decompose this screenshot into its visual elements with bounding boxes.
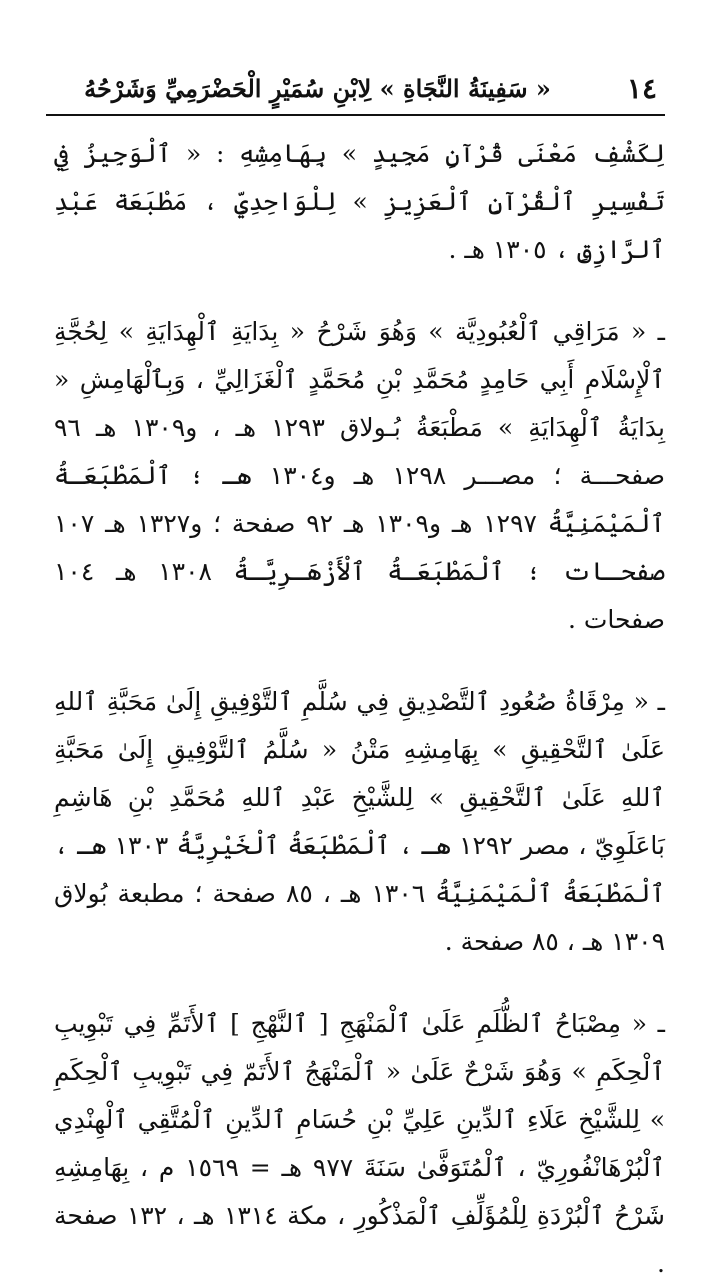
- page-number: ١٤: [626, 72, 657, 105]
- header-rule: [46, 114, 665, 116]
- page-content: [54, 130, 666, 1278]
- running-title: « سَفِينَةُ النَّجَاةِ » لِابْنِ سُمَيْرٍ الْحَضْرَمِيِّ وَشَرْحُهُ: [84, 74, 551, 103]
- paragraph-continuation: لِكَشْفِ مَعْنَى قُرْآنٍ مَجِيدٍ » بِهَامِشِهِ : « ٱلْوَجِيزُ فِي تَفْسِيرِ ٱلْقُرْآنِ ٱلْعَزِيزِ » لِلْوَاحِدِيِّ ، مَطْبَعَة عَبْدِ ٱلرَّازِقِ ، ١٣٠٥ هـ .: [54, 139, 665, 264]
- page-header: [46, 66, 665, 116]
- paragraph-maraqi-al-ubudiyya: ـ « مَرَاقِي ٱلْعُبُودِيَّة » وَهُوَ شَرْحُ « بِدَايَةِ ٱلْهِدَايَةِ » لِحُجَّةِ ٱلْإِسْلَامِ أَبِي حَامِدٍ مُحَمَّدِ بْنِ مُحَمَّدٍ ٱلْغَزَالِيِّ ، وَبِٱلْهَامِشِ « بِدَايَةُ ٱلْهِدَايَةِ » مَطْبَعَةُ بُـولاق ١٢٩٣ هـ ، و١٣٠٩ هـ ٩٦ صفحـــة ؛ مصـــر ١٢٩٨ هـ و١٣٠٤ هـ ؛ ٱلْمَطْبَعَـةُ ٱلْمَيْمَنِيَّةُ ١٢٩٧ هـ و١٣٠٩ هـ ٩٢ صفحة ؛ و١٣٢٧ هـ ١٠٧ صفحـات ؛ ٱلْمَطْبَعَـةُ ٱلْأَزْهَـرِيَّـةُ ١٣٠٨ هـ ١٠٤ صفحات .: [54, 317, 666, 634]
- paragraph-mirqat-suud: ـ « مِرْقَاةُ صُعُودِ ٱلتَّصْدِيقِ فِي سُلَّمِ ٱلتَّوْفِيقِ إِلَىٰ مَحَبَّةِ ٱللهِ عَلَىٰ ٱلتَّحْقِيقِ » بِهَامِشِهِ مَتْنُ « سُلَّمُ ٱلتَّوْفِيقِ إِلَىٰ مَحَبَّةِ ٱللهِ عَلَىٰ ٱلتَّحْقِيقِ » لِلشَّيْخِ عَبْدِ ٱللهِ مُحَمَّدِ بْنِ هَاشِمِ بَاعَلَوِيّ ، مصر ١٢٩٢ هـ ، ٱلْمَطْبَعَةُ ٱلْخَيْرِيَّةُ ١٣٠٣ هـ ، ٱلْمَطْبَعَةُ ٱلْمَيْمَنِيَّةُ ١٣٠٦ هـ ، ٨٥ صفحة ؛ مطبعة بُولاق ١٣٠٩ هـ ، ٨٥ صفحة .: [54, 687, 665, 956]
- paragraph-misbah-al-zulam: ـ « مِصْبَاحُ ٱلظُّلَمِ عَلَىٰ ٱلْمَنْهَجِ [ ٱلنَّهْجِ ] ٱلأَتَمِّ فِي تَبْوِيبِ ٱلْحِكَمِ » وَهُوَ شَرْحٌ عَلَىٰ « ٱلْمَنْهَجُ ٱلأَتَمّ فِي تَبْوِيبِ ٱلْحِكَمِ » لِلشَّيْخِ عَلَاءِ ٱلدِّينِ عَلِيِّ بْنِ حُسَامِ ٱلدِّينِ ٱلْمُتَّقِي ٱلْهِنْدِي ٱلْبُرْهَانْفُورِيّ ، ٱلْمُتَوَفَّىٰ سَنَةَ ٩٧٧ هـ = ١٥٦٩ م ، بِهَامِشِهِ شَرْحُ ٱلْبُرْدَةِ لِلْمُؤَلِّفِ ٱلْمَذْكُورِ ، مكة ١٣١٤ هـ ، ١٣٢ صفحة .: [54, 1009, 666, 1278]
